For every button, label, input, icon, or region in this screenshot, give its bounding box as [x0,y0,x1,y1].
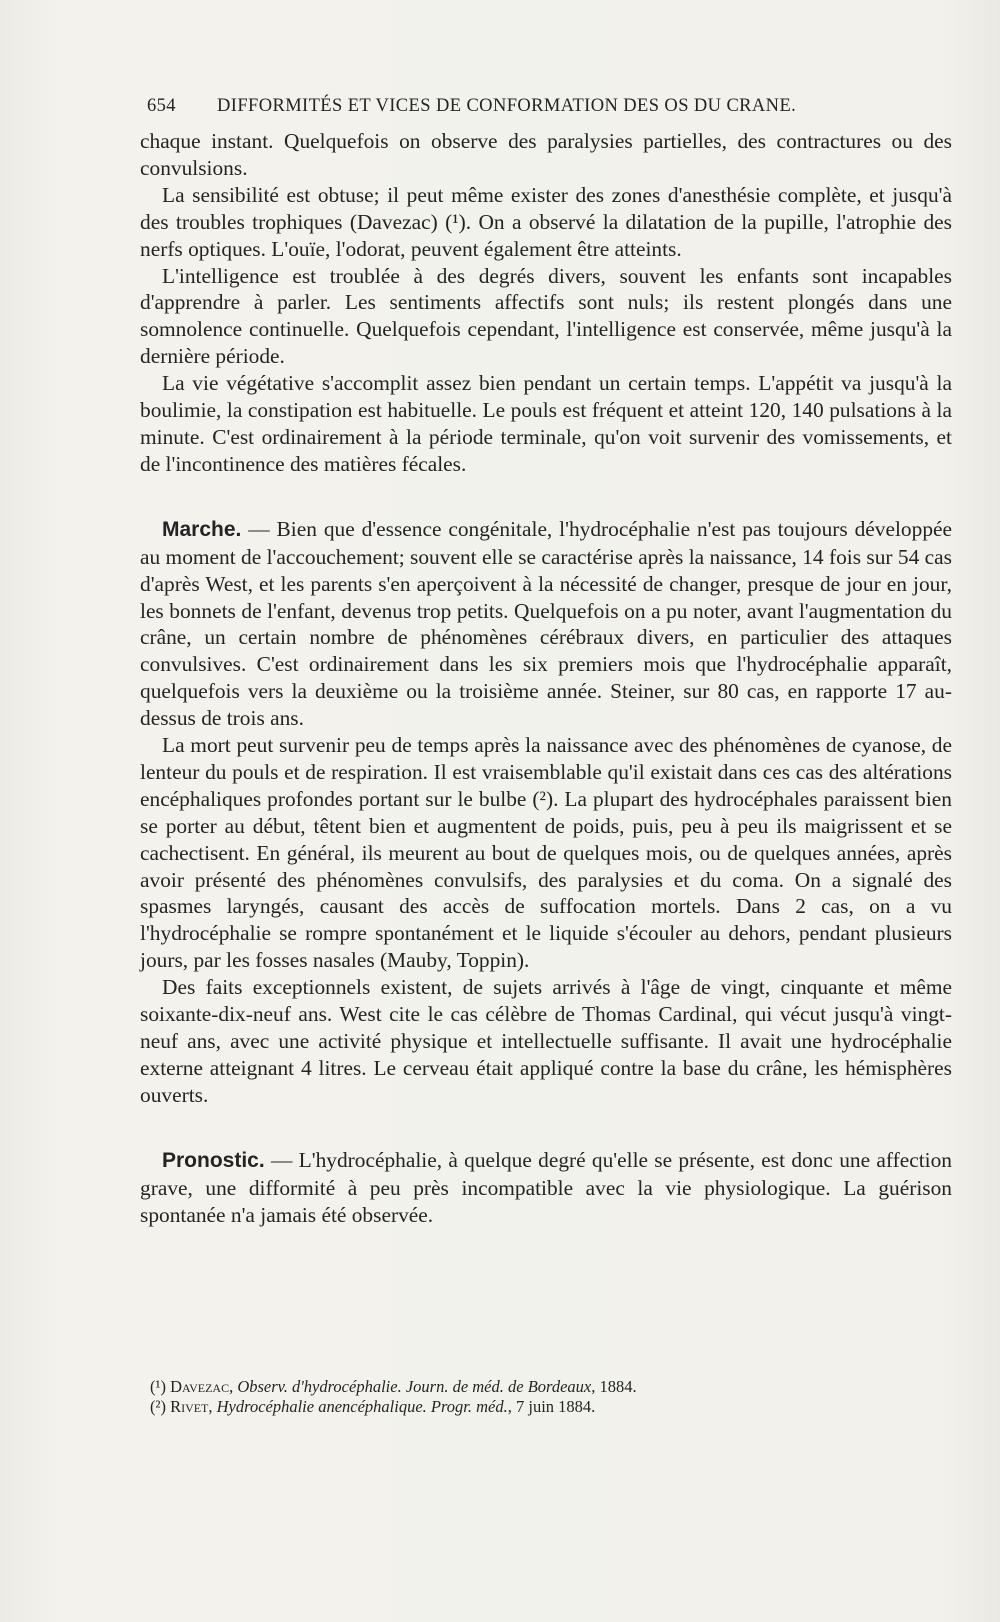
paragraph-4: La vie végétative s'accomplit assez bien pendant un certain temps. L'appétit va jusqu'à la boulimie, la constipation est habituelle. Le pouls est fréquent et atteint 120, 140 pulsations à la minute. C'est ordinairement à la période terminale, qu'on voit survenir des vomissements, et de l'incontinence des matières fécales. [140,371,952,476]
footnote-mark: (²) [150,1397,166,1416]
page-number: 654 [147,96,176,116]
running-header [147,96,907,117]
section-spacer [140,1109,952,1147]
body-text [140,128,952,1228]
paragraph-3: L'intelligence est troublée à des degrés divers, souvent les enfants sont incapables d'apprendre à parler. Les sentiments affectifs sont nuls; ils restent plongés dans une somnolence continuelle. Quelquefois cependant, l'intelligence est conservée, même jusqu'à la dernière période. [140,263,952,369]
footnote-rest: , 7 juin 1884. [507,1397,596,1416]
paragraph-1: chaque instant. Quelquefois on observe des paralysies partielles, des contractures ou des convulsions. [140,129,952,180]
marche-text: — Bien que d'essence congénitale, l'hydrocéphalie n'est pas toujours développée au moment de l'accouchement; souvent elle se caractérise après la naissance, 14 fois sur 54 cas d'après West, et les parents s'en aperçoivent à la nécessité de changer, presque de jour en jour, les bonnets de l'enfant, devenus trop petits. Quelquefois on a pu noter, avant l'augmentation du crâne, un certain nombre de phénomènes cérébraux divers, en particulier des attaques convulsives. C'est ordinairement dans les six premiers mois que l'hydrocéphalie apparaît, quelquefois vers la deuxième ou la troisième année. Steiner, sur 80 cas, en rapporte 17 au-dessus de trois ans. [140,516,952,731]
footnote-author: Davezac [170,1377,230,1396]
paragraph-marche-3: Des faits exceptionnels existent, de sujets arrivés à l'âge de vingt, cinquante et même soixante-dix-neuf ans. West cite le cas célèbre de Thomas Cardinal, qui vécut jusqu'à vingt-neuf ans, avec une activité physique et intellectuelle suffisante. Il avait une hydrocéphalie externe atteignant 4 litres. Le cerveau était appliqué contre la base du crâne, les hémisphères ouverts. [140,975,952,1107]
marche-heading: Marche. [162,517,242,541]
footnote-mark: (¹) [150,1377,166,1396]
section-spacer [140,478,952,516]
footnote-rest: , 1884. [591,1377,637,1396]
marche-section [140,516,952,732]
footnote-title: Observ. d'hydrocéphalie. Journ. de méd. de Bordeaux [237,1377,592,1396]
footnote-title: Hydrocéphalie anencéphalique. Progr. méd. [216,1397,508,1416]
running-title: DIFFORMITÉS ET VICES DE CONFORMATION DES OS DU CRANE. [217,96,797,116]
footnote-1: (¹) Davezac, Observ. d'hydrocéphalie. Journ. de méd. de Bordeaux, 1884. [150,1377,637,1396]
pronostic-text: — L'hydrocéphalie, à quelque degré qu'elle se présente, est donc une affection grave, une difformité à peu près incompatible avec la vie physiologique. La guérison spontanée n'a jamais été observée. [140,1147,952,1227]
pronostic-heading: Pronostic. [162,1148,265,1172]
footnote-2: (²) Rivet, Hydrocéphalie anencéphalique. Progr. méd., 7 juin 1884. [150,1397,596,1416]
paragraph-2: La sensibilité est obtuse; il peut même exister des zones d'anesthésie complète, et jusqu'à des troubles trophiques (Davezac) (¹). On a observé la dilatation de la pupille, l'atrophie des nerfs optiques. L'ouïe, l'odorat, peuvent également être atteints. [140,182,952,261]
pronostic-section [140,1147,952,1229]
footnote-author: Rivet [170,1397,209,1416]
footnotes [150,1377,930,1417]
paragraph-marche-2: La mort peut survenir peu de temps après la naissance avec des phénomènes de cyanose, de lenteur du pouls et de respiration. Il est vraisemblable qu'il existait dans ces cas des altérations encéphaliques profondes portant sur le bulbe (²). La plupart des hydrocéphales paraissent bien se porter au début, têtent bien et augmentent de poids, puis, peu à peu ils maigrissent et se cachectisent. En général, ils meurent au bout de quelques mois, ou de quelques années, après avoir présenté des phénomènes convulsifs, des paralysies et du coma. On a signalé des spasmes laryngés, causant des accès de suffocation mortels. Dans 2 cas, on a vu l'hydrocéphalie se rompre spontanément et le liquide s'écouler au dehors, pendant plusieurs jours, par les fosses nasales (Mauby, Toppin). [140,733,952,973]
